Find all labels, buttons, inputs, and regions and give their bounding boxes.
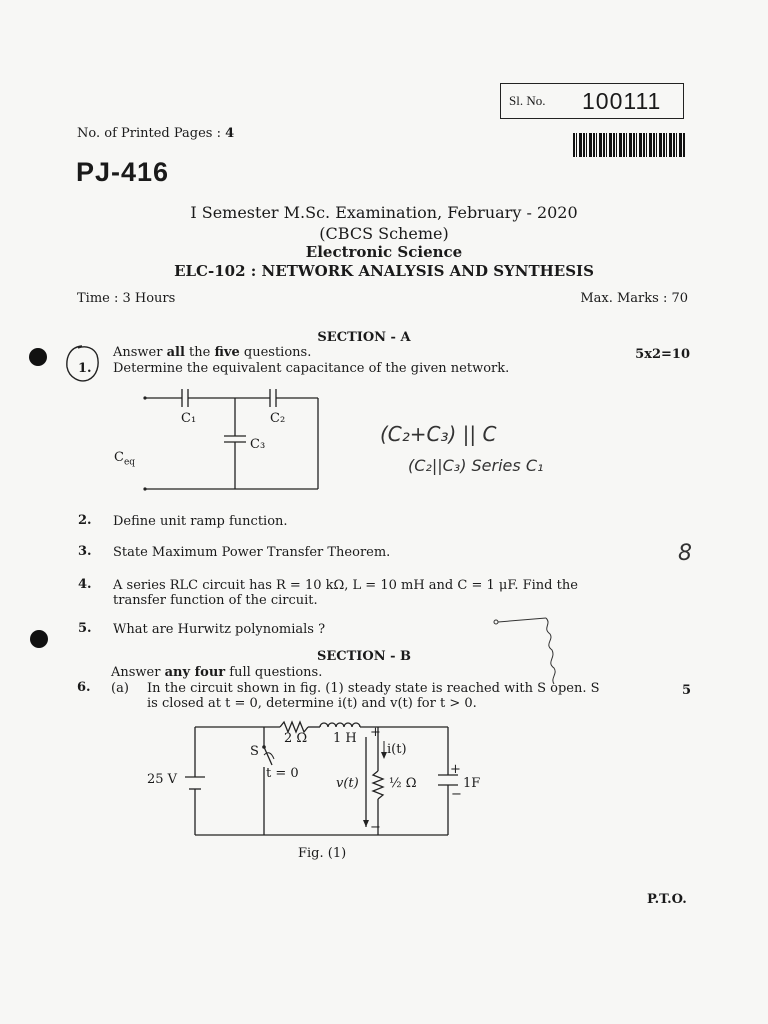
pto-label: P.T.O.	[647, 892, 687, 907]
q5-text: What are Hurwitz polynomials ?	[113, 622, 326, 637]
q4-number: 4.	[78, 577, 92, 592]
q2-number: 2.	[78, 513, 92, 528]
section-a-marks: 5x2=10	[635, 347, 690, 362]
handwritten-margin-mark: 8	[678, 541, 692, 566]
section-b-title: SECTION - B	[316, 649, 412, 664]
q4-text-cont: transfer function of the circuit.	[113, 593, 318, 608]
exam-time: Time : 3 Hours	[77, 291, 176, 306]
exam-scheme: (CBCS Scheme)	[319, 224, 449, 243]
fig-resistor-label: 2 Ω	[284, 731, 308, 746]
capacitor-network-diagram	[140, 385, 330, 495]
serial-number: 100111	[582, 88, 662, 114]
max-marks: Max. Marks : 70	[580, 291, 688, 306]
section-b-instruction: Answer any four full questions.	[111, 665, 323, 680]
label-c2: C₂	[270, 411, 286, 426]
fig-caption: Fig. (1)	[298, 846, 347, 861]
q6-number: 6.	[77, 680, 91, 695]
q3-text: State Maximum Power Transfer Theorem.	[113, 545, 391, 560]
section-a-title: SECTION - A	[317, 330, 411, 345]
q5-number: 5.	[78, 621, 92, 636]
section-a-instruction: Answer all the five questions.	[113, 345, 312, 360]
q6a-label: (a)	[111, 681, 129, 696]
fig-current-label: i(t)	[387, 742, 407, 757]
fig-cap-minus: −	[451, 787, 462, 802]
rl-switch-circuit-diagram	[180, 715, 470, 845]
fig-minus-bottom: −	[370, 820, 381, 835]
q1-number: 1.	[78, 361, 92, 376]
q6a-text: In the circuit shown in fig. (1) steady state is reached with S open. S	[147, 681, 600, 696]
course-title: ELC-102 : NETWORK ANALYSIS AND SYNTHESIS	[174, 262, 594, 280]
fig-plus-top: +	[370, 725, 381, 740]
q3-number: 3.	[78, 544, 92, 559]
printed-pages: No. of Printed Pages : 4	[77, 126, 235, 141]
serial-label: Sl. No.	[509, 93, 546, 108]
label-c1: C₁	[181, 411, 197, 426]
q4-text: A series RLC circuit has R = 10 kΩ, L = 10 mH and C = 1 μF. Find the	[113, 578, 578, 593]
label-ceq: $C_{eq}$	[114, 450, 136, 468]
q2-text: Define unit ramp function.	[113, 514, 288, 529]
punch-hole	[30, 630, 48, 648]
exam-subject: Electronic Science	[305, 243, 463, 261]
fig-source-label: 25 V	[147, 772, 178, 787]
exam-title: I Semester M.Sc. Examination, February - 2020	[190, 203, 578, 222]
handwritten-note-2: (C₂||C₃) Series C₁	[408, 456, 544, 475]
q1-text: Determine the equivalent capacitance of the given network.	[113, 361, 510, 376]
fig-r2-label: ½ Ω	[389, 776, 417, 791]
punch-hole	[29, 348, 47, 366]
barcode	[573, 133, 685, 157]
fig-switch-time: t = 0	[266, 766, 299, 781]
fig-inductor-label: 1 H	[333, 731, 357, 746]
q6a-text-cont: is closed at t = 0, determine i(t) and v(t) for t > 0.	[147, 696, 477, 711]
fig-voltage-label: v(t)	[336, 776, 359, 791]
fig-cap-plus: +	[450, 762, 461, 777]
fig-cap-label: 1F	[463, 776, 481, 791]
paper-code: PJ-416	[76, 157, 170, 187]
handwritten-note-1: (C₂+C₃) || C	[380, 422, 497, 446]
fig-switch-label: S	[250, 744, 259, 759]
q6a-marks: 5	[682, 683, 692, 698]
label-c3: C₃	[250, 437, 266, 452]
